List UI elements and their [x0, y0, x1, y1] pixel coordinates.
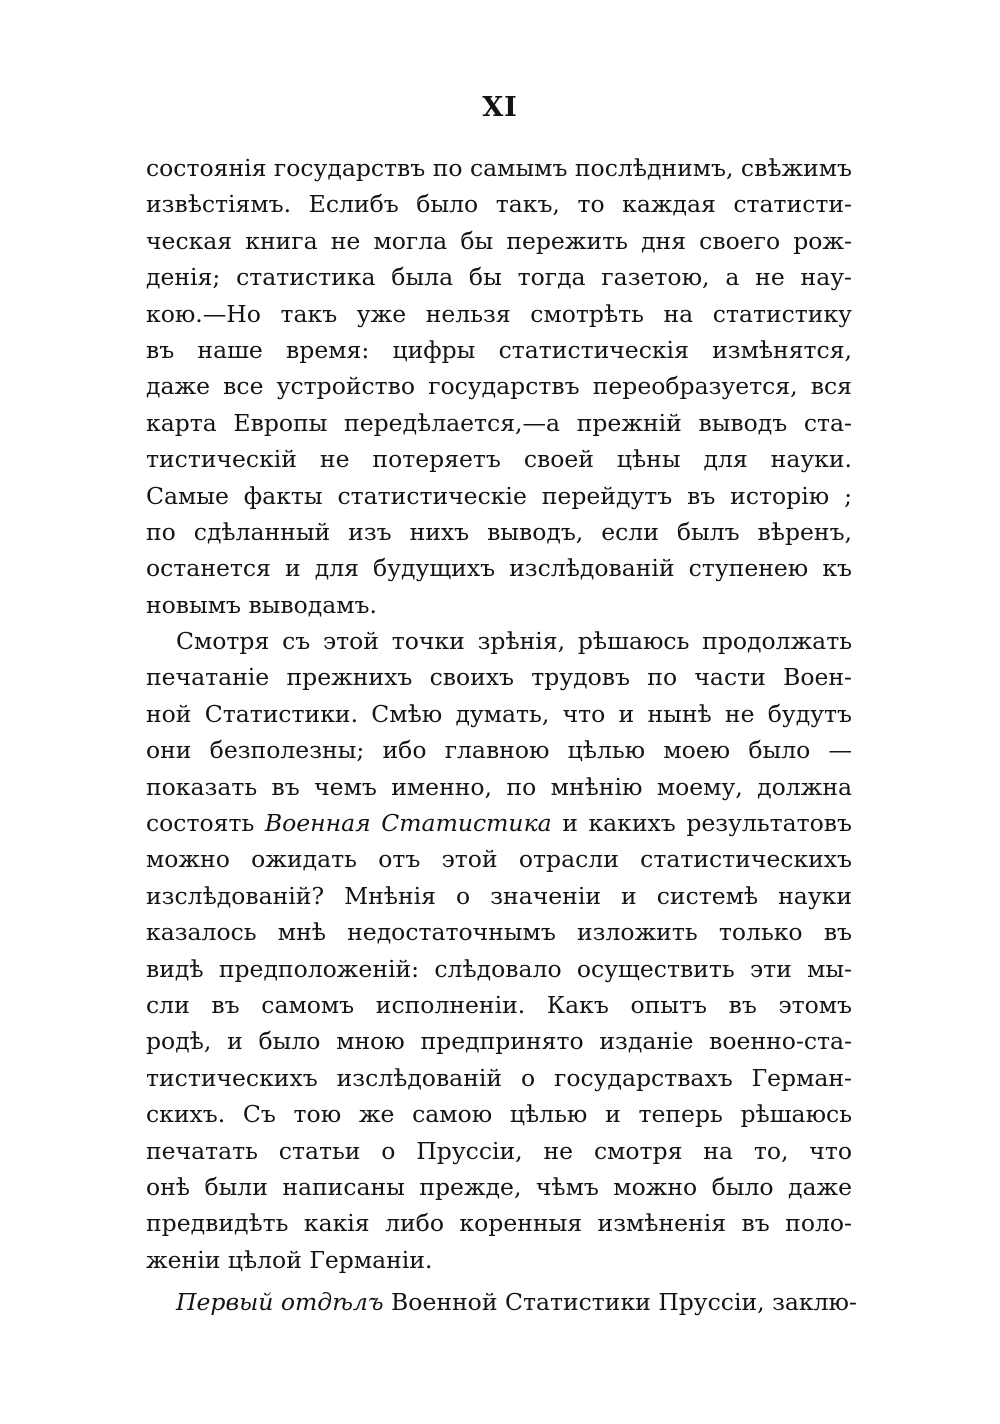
text-line: [146, 1284, 857, 1320]
text-line: денія; статистика была бы тогда газетою, а не нау-: [146, 263, 852, 292]
text-line: тистическій не потеряетъ своей цѣны для науки.: [146, 445, 852, 474]
text-line: въ наше время: цифры статистическія измѣнятся,: [146, 335, 852, 364]
text-line: ной Статистики. Смѣю думать, что и нынѣ не будутъ: [146, 699, 852, 728]
text-line: по сдѣланный изъ нихъ выводъ, если былъ вѣренъ,: [146, 517, 852, 546]
text-line: скихъ. Съ тою же самою цѣлью и теперь рѣшаюсь: [146, 1100, 852, 1129]
text-line: останется и для будущихъ изслѣдованій ступенею къ: [146, 554, 852, 583]
text-fragment: состоять: [146, 809, 265, 838]
text-line: они безполезны; ибо главною цѣлью моею было —: [146, 736, 852, 765]
paragraph-2: [146, 623, 852, 1278]
text-line: состоянія государствъ по самымъ послѣднимъ, свѣжимъ: [146, 154, 852, 182]
italic-term: Первый отдѣлъ: [176, 1288, 384, 1317]
text-line: ческая книга не могла бы пережить дня своего рож-: [146, 226, 852, 255]
text-line: сли въ самомъ исполненіи. Какъ опытъ въ этомъ: [146, 990, 852, 1019]
text-line: печатать статьи о Пруссіи, не смотря на то, что: [146, 1136, 852, 1165]
text-line: женіи цѣлой Германіи.: [146, 1245, 433, 1274]
text-line: Смотря съ этой точки зрѣнія, рѣшаюсь продолжать: [176, 627, 852, 656]
text-line: родѣ, и было мною предпринято изданіе военно-ста-: [146, 1027, 852, 1056]
text-fragment: и какихъ результатовъ: [551, 809, 852, 838]
text-line: видѣ предположеній: слѣдовало осуществить эти мы-: [146, 954, 852, 983]
text-line: казалось мнѣ недостаточнымъ изложить только въ: [146, 918, 852, 947]
text-line: извѣстіямъ. Еслибъ было такъ, то каждая статисти-: [146, 190, 852, 219]
text-line: Самые факты статистическіе перейдутъ въ исторію ;: [146, 481, 852, 510]
text-line: предвидѣть какія либо коренныя измѣненія въ поло-: [146, 1209, 852, 1238]
paragraph-1: [146, 150, 852, 623]
text-line: кою.—Но такъ уже нельзя смотрѣть на статистику: [146, 299, 852, 328]
text-line: печатаніе прежнихъ своихъ трудовъ по части Воен-: [146, 663, 852, 692]
text-line: карта Европы передѣлается,—а прежній выводъ ста-: [146, 408, 852, 437]
text-line: новымъ выводамъ.: [146, 590, 377, 619]
text-line: можно ожидать отъ этой отрасли статистическихъ: [146, 845, 852, 874]
text-line: даже все устройство государствъ переобразуется, вся: [146, 372, 852, 401]
body-text: [146, 150, 857, 1321]
page-number: XI: [482, 92, 518, 123]
text-line: [146, 805, 852, 841]
text-line: показать въ чемъ именно, по мнѣнію моему, должна: [146, 772, 852, 801]
text-line: онѣ были написаны прежде, чѣмъ можно было даже: [146, 1172, 852, 1201]
paragraph-3: [146, 1284, 857, 1320]
text-line: изслѣдованій? Мнѣнія о значеніи и системѣ науки: [146, 881, 852, 910]
text-line: тистическихъ изслѣдованій о государствахъ Герман-: [146, 1063, 852, 1092]
italic-term: Военная Статистика: [264, 809, 552, 838]
text-fragment: Военной Статистики Пруссіи, заклю-: [383, 1288, 857, 1317]
